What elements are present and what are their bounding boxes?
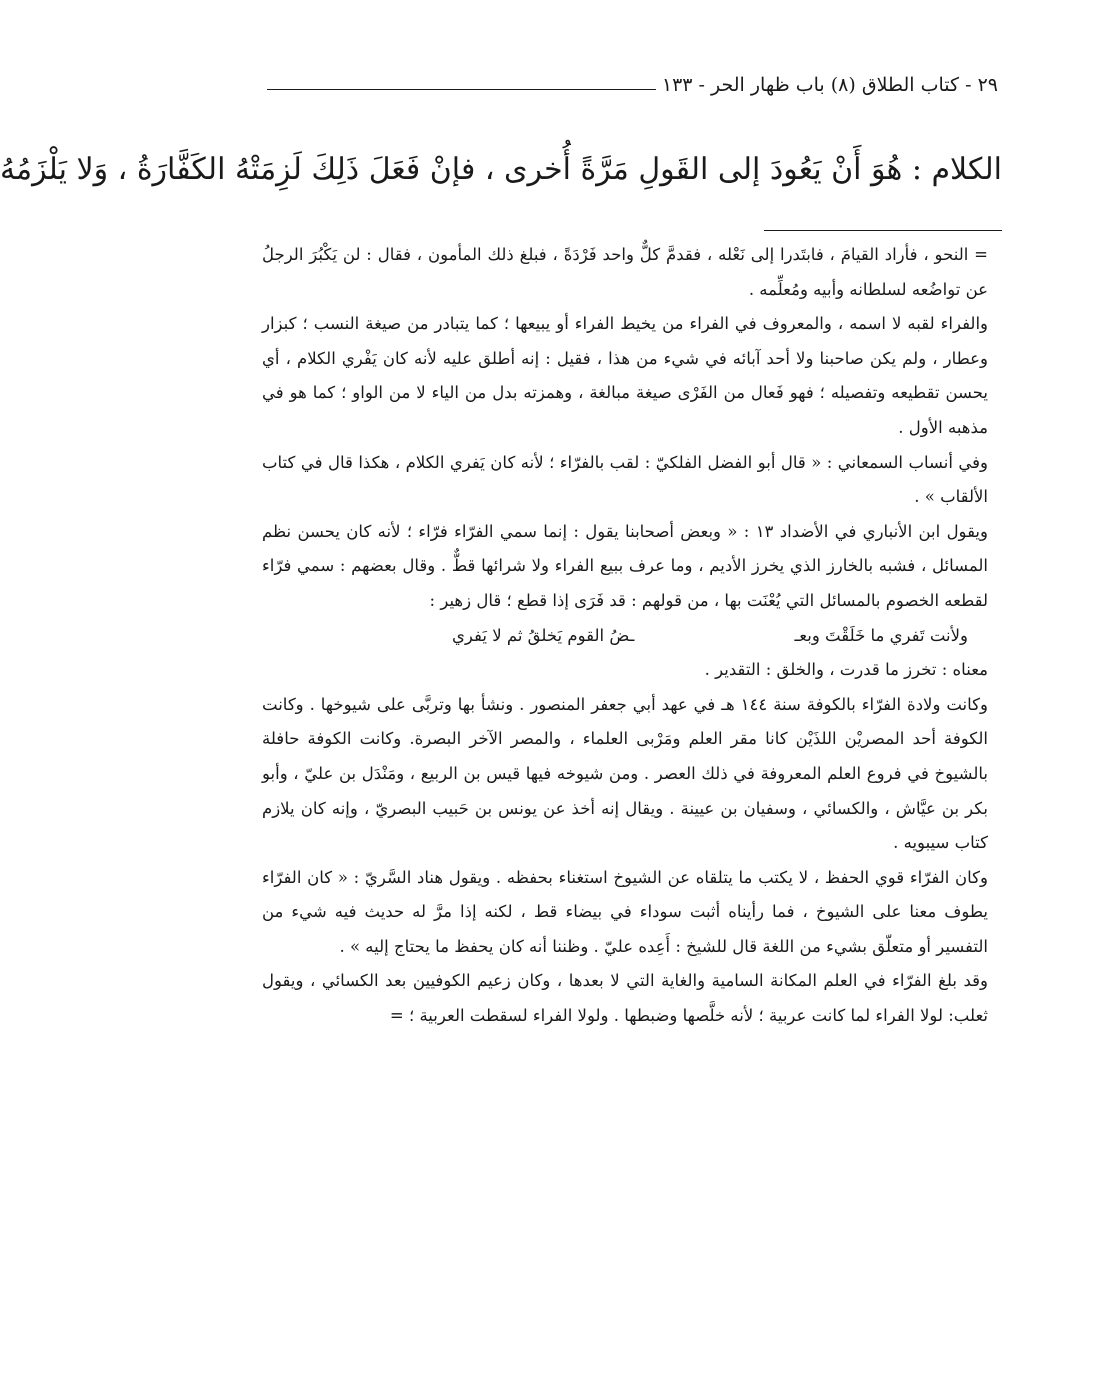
footnote-paragraph: = النحو ، فأراد القيامَ ، فابتَدرا إلى نَعْله ، فقدمَّ كلٌّ واحد فَرْدَةً ، فبلغ ذلك المأمون ، فقال : لن يَكْبُرَ الرجلُ عن تواضُعه لسلطانه وأبيه ومُعلِّمه . <box>262 245 988 299</box>
poetry-verse <box>262 619 988 654</box>
footnote-paragraph: وقد بلغ الفرّاء في العلم المكانة السامية والغاية التي لا بعدها ، وكان زعيم الكوفيين بعد الكسائي ، ويقول ثعلب: لولا الفراء لما كانت عربية ؛ لأنه خلَّصها وضبطها . ولولا الفراء لسقطت العربية ؛ = <box>262 971 988 1026</box>
header-rule <box>267 89 656 90</box>
footnote-paragraph: وكان الفرّاء قوي الحفظ ، لا يكتب ما يتلقاه عن الشيوخ استغناء بحفظه . ويقول هناد السَّريّ : « كان الفرّاء يطوف معنا على الشيوخ ، فما رأيناه أثبت سوداء في بيضاء قط ، لكنه إذا مرَّ له حديث فيه شيء من التفسير أو متعلّق بشيء من اللغة قال للشيخ : أَعِده عليّ . وظننا أنه كان يحفظ ما يحتاج إليه » . <box>262 867 988 956</box>
footnote-separator <box>764 230 1002 231</box>
footnote-paragraph: وفي أنساب السمعاني : « قال أبو الفضل الفلكيّ : لقب بالفرّاء ؛ لأنه كان يَفري الكلام ، هكذا قال في كتاب الألقاب » . <box>262 452 988 507</box>
running-header <box>267 70 998 100</box>
footnotes <box>262 238 988 1034</box>
footnote-paragraph: والفراء لقبه لا اسمه ، والمعروف في الفراء من يخيط الفراء أو يبيعها ؛ كما يتبادر من صيغة النسب ؛ كبزار وعطار ، ولم يكن صاحبنا ولا أحد آبائه في شيء من هذا ، فقيل : إنه أطلق عليه لأنه كان يَفْري الكلام ، أي يحسن تقطيعه وتفصيله ؛ فهو فَعال من الفَرْى صيغة مبالغة ، وهمزته بدل من الياء لا من الواو ؛ كما هو في مذهبه الأول . <box>262 314 988 437</box>
footnote-paragraph: وكانت ولادة الفرّاء بالكوفة سنة ١٤٤ هـ في عهد أبي جعفر المنصور . ونشأ بها وتربَّى على شيوخها . وكانت الكوفة أحد المصريْن اللذَيْن كانا مقر العلم ومَرْبى العلماء ، والمصر الآخر البصرة. وكانت الكوفة حافلة بالشيوخ في فروع العلم المعروفة في ذلك العصر . ومن شيوخه فيها قيس بن الربيع ، ومَنْدَل بن عليّ ، وأبو بكر بن عيَّاش ، والكسائي ، وسفيان بن عيينة . ويقال إنه أخذ عن يونس بن حَبيب البصريّ ، وإنه كان يلازم كتاب سيبويه . <box>262 694 988 853</box>
verse-first-hemistich: ولأنت تَفري ما خَلَقْتَ وبعـ <box>794 625 968 645</box>
running-title: ٢٩ - كتاب الطلاق (٨) باب ظهار الحر - ١٣٣ <box>661 74 998 96</box>
main-text-line: الكلام : هُوَ أَنْ يَعُودَ إلى القَولِ مَرَّةً أُخرى ، فإنْ فَعَلَ ذَلِكَ لَزِمَتْهُ الكَفَّارَةُ ، وَلا يَلْزَمُهُ <box>0 152 1002 187</box>
verse-second-hemistich: ـضُ القوم يَخلقُ ثم لا يَفري <box>452 625 635 645</box>
footnote-paragraph: معناه : تخرز ما قدرت ، والخلق : التقدير . <box>704 660 988 680</box>
footnote-paragraph: ويقول ابن الأنباري في الأضداد ١٣ : « وبعض أصحابنا يقول : إنما سمي الفرّاء فرّاء ؛ لأنه كان يحسن نظم المسائل ، فشبه بالخارز الذي يخرز الأديم ، وما عرف ببيع الفراء ولا شرائها قطٌّ . وقال بعضهم : سمي فرّاء لقطعه الخصوم بالمسائل التي يُعْنَت بها ، من قولهم : قد فَرَى إذا قطع ؛ قال زهير : <box>262 521 988 610</box>
